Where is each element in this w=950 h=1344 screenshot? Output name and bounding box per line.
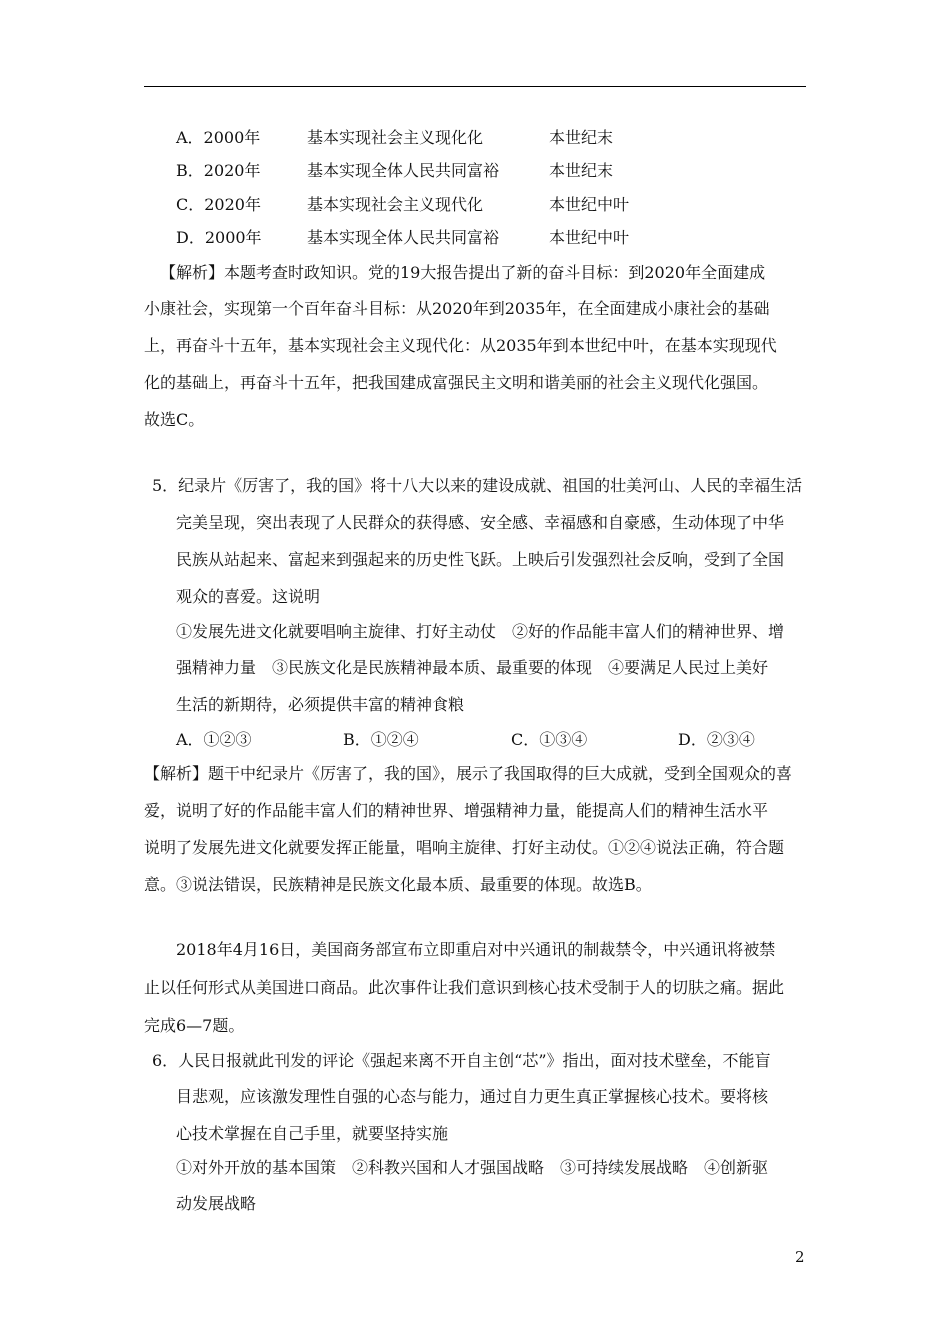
- header-rule: [144, 86, 806, 87]
- q5-analysis-line-3: 说明了发展先进文化就要发挥正能量，唱响主旋律、打好主动仗。①②④说法正确，符合题: [144, 838, 785, 857]
- q5-statements-line-2: 强精神力量 ③民族文化是民族精神最本质、最重要的体现 ④要满足人民过上美好: [176, 658, 769, 677]
- choice-b: B．①②④: [343, 730, 419, 749]
- q6-stem-line-2: 目悲观，应该激发理性自强的心态与能力，通过自力更生真正掌握核心技术。要将核: [176, 1087, 769, 1106]
- q5-analysis-line-1: 【解析】题干中纪录片《厉害了，我的国》，展示了我国取得的巨大成就，受到全国观众的喜: [144, 764, 793, 783]
- q4-analysis-line-2: 小康社会，实现第一个百年奋斗目标：从2020年到2035年，在全面建成小康社会的基础: [144, 299, 770, 318]
- q6-stem-line-1: 6．人民日报就此刊发的评论《强起来离不开自主创“芯”》指出，面对技术壁垒，不能盲: [152, 1051, 771, 1070]
- choice-a: A．①②③: [176, 730, 252, 749]
- q5-stem-line-3: 民族从站起来、富起来到强起来的历史性飞跃。上映后引发强烈社会反响，受到了全国: [176, 550, 785, 569]
- option-goal: 基本实现社会主义现化化: [307, 128, 484, 147]
- option-letter-year: B．2020年: [176, 161, 261, 180]
- choice-d: D．②③④: [678, 730, 755, 749]
- option-letter-year: D．2000年: [176, 228, 262, 247]
- q6-statements-line-1: ①对外开放的基本国策 ②科教兴国和人才强国战略 ③可持续发展战略 ④创新驱: [176, 1158, 769, 1177]
- option-time: 本世纪末: [549, 161, 614, 180]
- passage-line-3: 完成6—7题。: [144, 1016, 245, 1035]
- option-time: 本世纪中叶: [549, 195, 630, 214]
- option-time: 本世纪末: [549, 128, 614, 147]
- q5-stem-line-1: 5．纪录片《厉害了，我的国》将十八大以来的建设成就、祖国的壮美河山、人民的幸福生活: [152, 476, 803, 495]
- passage-line-2: 止以任何形式从美国进口商品。此次事件让我们意识到核心技术受制于人的切肤之痛。据此: [144, 978, 785, 997]
- option-letter-year: C．2020年: [176, 195, 261, 214]
- passage-line-1: 2018年4月16日，美国商务部宣布立即重启对中兴通讯的制裁禁令，中兴通讯将被禁: [176, 940, 776, 959]
- option-goal: 基本实现全体人民共同富裕: [307, 228, 500, 247]
- choice-c: C．①③④: [511, 730, 588, 749]
- q6-stem-line-3: 心技术掌握在自己手里，就要坚持实施: [176, 1124, 449, 1143]
- q5-analysis-line-4: 意。③说法错误，民族精神是民族文化最本质、最重要的体现。故选B。: [144, 875, 652, 894]
- q6-statements-line-2: 动发展战略: [176, 1194, 257, 1213]
- q4-analysis-line-4: 化的基础上，再奋斗十五年，把我国建成富强民主文明和谐美丽的社会主义现代化强国。: [144, 373, 769, 392]
- option-letter-year: A．2000年: [176, 128, 261, 147]
- q4-analysis-line-1: 【解析】本题考查时政知识。党的19大报告提出了新的奋斗目标：到2020年全面建成: [160, 263, 766, 282]
- q5-statements-line-1: ①发展先进文化就要唱响主旋律、打好主动仗 ②好的作品能丰富人们的精神世界、增: [176, 622, 785, 641]
- q5-stem-line-4: 观众的喜爱。这说明: [176, 587, 321, 606]
- q5-stem-line-2: 完美呈现，突出表现了人民群众的获得感、安全感、幸福感和自豪感，生动体现了中华: [176, 513, 785, 532]
- q4-analysis-line-3: 上，再奋斗十五年，基本实现社会主义现代化：从2035年到本世纪中叶，在基本实现现代: [144, 336, 777, 355]
- q5-statements-line-3: 生活的新期待，必须提供丰富的精神食粮: [176, 695, 465, 714]
- q4-analysis-line-5: 故选C。: [144, 410, 205, 429]
- option-goal: 基本实现全体人民共同富裕: [307, 161, 500, 180]
- page-number: 2: [795, 1248, 805, 1266]
- option-time: 本世纪中叶: [549, 228, 630, 247]
- option-goal: 基本实现社会主义现代化: [307, 195, 484, 214]
- q5-analysis-line-2: 爱，说明了好的作品能丰富人们的精神世界、增强精神力量，能提高人们的精神生活水平: [144, 801, 769, 820]
